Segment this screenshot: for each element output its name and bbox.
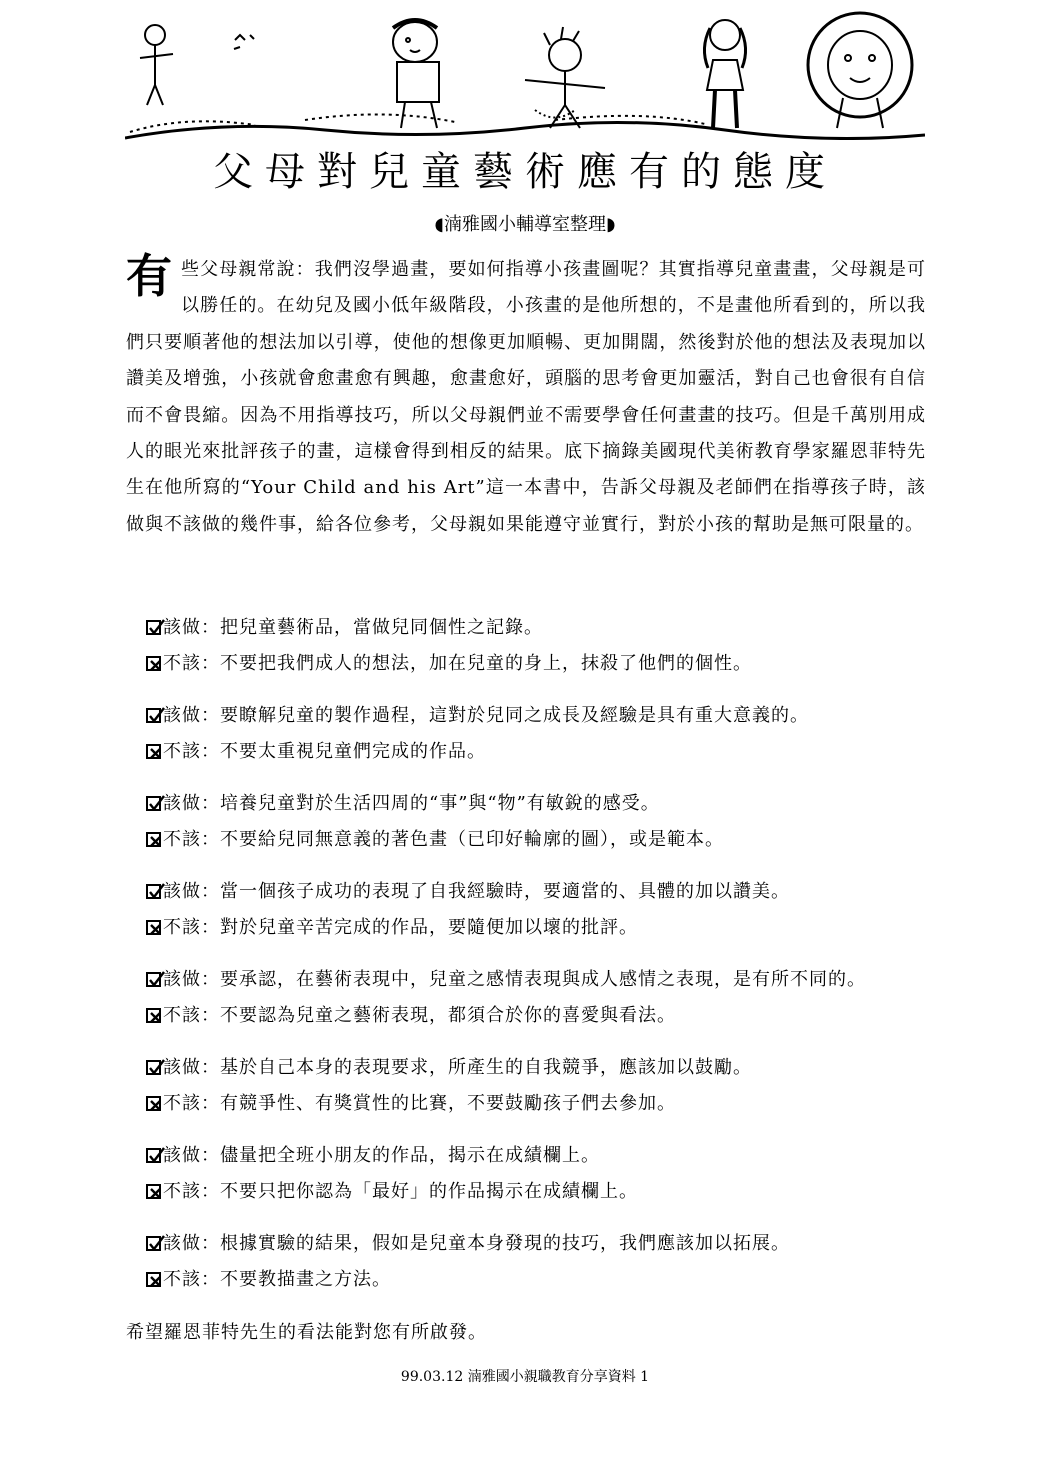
checkbox-crossed-icon (146, 1184, 161, 1199)
dont-rule: 不該：不要太重視兒童們完成的作品。 (146, 734, 936, 770)
checkbox-crossed-icon (146, 1272, 161, 1287)
page-subtitle: ◖湳雅國小輔導室整理◗ (434, 214, 616, 235)
page-footer: 99.03.12 湳雅國小親職教育分享資料 1 (400, 1369, 650, 1385)
rule-group-6 (146, 1050, 936, 1138)
checkbox-checked-icon (146, 796, 161, 811)
dont-rule: 不該：不要把我們成人的想法，加在兒童的身上，抹殺了他們的個性。 (146, 646, 936, 682)
intro-text: 些父母親常說：我們沒學過畫，要如何指導小孩畫圖呢？其實指導兒童畫畫，父母親是可以勝任的。在幼兒及國小低年級階段，小孩畫的是他所想的，不是畫他所看到的，所以我們只要順著他的想法加以引導，使他的想像更加順暢、更加開闊，然後對於他的想法及表現加以讚美及增強，小孩就會愈畫愈有興趣，愈畫愈好，頭腦的思考會更加靈活，對自己也會很有自信而不會畏縮。因為不用指導技巧，所以父母親們並不需要學會任何畫畫的技巧。但是千萬別用成人的眼光來批評孩子的畫，這樣會得到相反的結果。底下摘錄美國現代美術教育學家羅恩菲特先生在他所寫的“Your Child and his Art”這一本書中，告訴父母親及老師們在指導孩子時，該做與不該做的幾件事，給各位參考，父母親如果能遵守並實行，對於小孩的幫助是無可限量的。 (126, 259, 926, 535)
rule-group-3 (146, 786, 936, 874)
rule-group-1 (146, 610, 936, 698)
checkbox-crossed-icon (146, 1096, 161, 1111)
page-title: 父母對兒童藝術應有的態度 (213, 149, 837, 195)
checkbox-checked-icon (146, 972, 161, 987)
checkbox-crossed-icon (146, 744, 161, 759)
do-rule: 該做：根據實驗的結果，假如是兒童本身發現的技巧，我們應該加以拓展。 (146, 1226, 936, 1262)
checkbox-checked-icon (146, 1236, 161, 1251)
checkbox-crossed-icon (146, 1008, 161, 1023)
do-rule: 該做：要瞭解兒童的製作過程，這對於兒同之成長及經驗是具有重大意義的。 (146, 698, 936, 734)
checkbox-checked-icon (146, 708, 161, 723)
rule-group-5 (146, 962, 936, 1050)
rule-group-2 (146, 698, 936, 786)
childrens-drawing-banner (125, 10, 925, 140)
closing-text: 希望羅恩菲特先生的看法能對您有所啟發。 (126, 1322, 487, 1343)
checkbox-checked-icon (146, 1060, 161, 1075)
intro-paragraph (126, 249, 926, 543)
dont-rule: 不該：不要只把你認為「最好」的作品揭示在成績欄上。 (146, 1174, 936, 1210)
rule-group-7 (146, 1138, 936, 1226)
checkbox-crossed-icon (146, 832, 161, 847)
dont-rule: 不該：不要教描畫之方法。 (146, 1262, 936, 1298)
do-rule: 該做：儘量把全班小朋友的作品，揭示在成績欄上。 (146, 1138, 936, 1174)
dont-rule: 不該：不要給兒同無意義的著色畫（已印好輪廓的圖），或是範本。 (146, 822, 936, 858)
intro-dropcap: 有 (126, 249, 173, 303)
do-rule: 該做：要承認，在藝術表現中，兒童之感情表現與成人感情之表現，是有所不同的。 (146, 962, 936, 998)
dont-rule: 不該：對於兒童辛苦完成的作品，要隨便加以壞的批評。 (146, 910, 936, 946)
dont-rule: 不該：有競爭性、有獎賞性的比賽，不要鼓勵孩子們去參加。 (146, 1086, 936, 1122)
do-rule: 該做：把兒童藝術品，當做兒同個性之記錄。 (146, 610, 936, 646)
rule-group-8 (146, 1226, 936, 1314)
dont-rule: 不該：不要認為兒童之藝術表現，都須合於你的喜愛與看法。 (146, 998, 936, 1034)
checkbox-crossed-icon (146, 656, 161, 671)
do-rule: 該做：基於自己本身的表現要求，所產生的自我競爭，應該加以鼓勵。 (146, 1050, 936, 1086)
do-rule: 該做：培養兒童對於生活四周的“事”與“物”有敏銳的感受。 (146, 786, 936, 822)
checkbox-crossed-icon (146, 920, 161, 935)
checkbox-checked-icon (146, 620, 161, 635)
checkbox-checked-icon (146, 884, 161, 899)
rule-group-4 (146, 874, 936, 962)
checkbox-checked-icon (146, 1148, 161, 1163)
rules-list (146, 610, 936, 1314)
do-rule: 該做：當一個孩子成功的表現了自我經驗時，要適當的、具體的加以讚美。 (146, 874, 936, 910)
